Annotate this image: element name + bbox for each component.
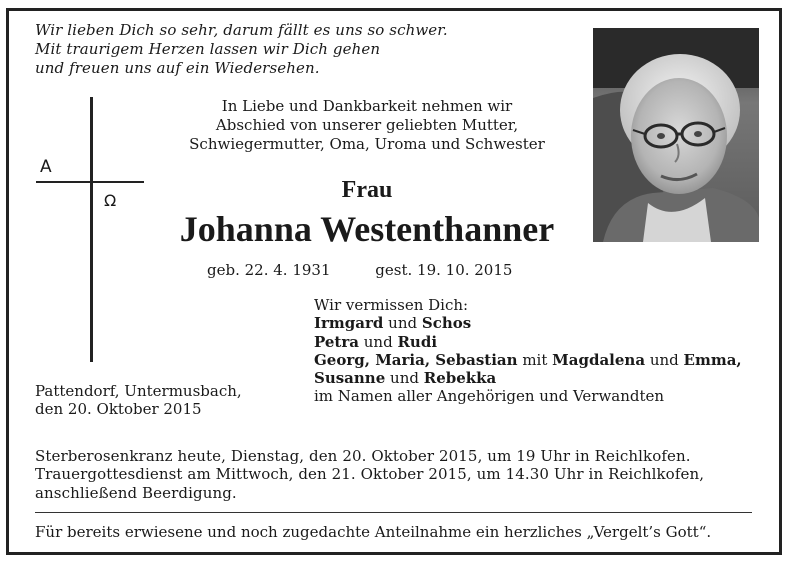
intro-line: In Liebe und Dankbarkeit nehmen wir [221,97,513,115]
service-line: Sterberosenkranz heute, Dienstag, den 20. Oktober 2015, um 19 Uhr in Reichlkofen. [35,447,691,465]
family-line [314,369,742,387]
intro-line: Schwiegermutter, Oma, Uroma und Schwester [189,135,545,153]
mourner-name: Rudi [397,332,438,351]
service-line: anschließend Beerdigung. [35,483,237,502]
omega-symbol: Ω [104,191,117,210]
conjunction: und [645,350,684,369]
mourner-name: Irmgard [314,314,384,333]
cross-vertical-beam [90,97,93,362]
mourner-name: Susanne [314,369,386,388]
poem-line: Wir lieben Dich so sehr, darum fällt es uns so schwer. [35,21,448,39]
family-line [314,314,742,332]
family-line [314,333,742,351]
mourner-name: Georg, Maria, Sebastian [314,350,518,369]
service-details [35,447,704,502]
intro-line: Abschied von unserer geliebten Mutter, [215,116,519,134]
family-mourners [314,296,742,406]
place-date: den 20. Oktober 2015 [35,400,202,419]
mourner-name: Rebekka [423,369,497,388]
deceased-name: Johanna Westenthanner [179,209,555,249]
thanks-note: Für bereits erwiesene und noch zugedachte Anteilnahme ein herzliches „Vergelt’s Gott“. [35,523,712,541]
salutation: Frau [341,177,393,203]
farewell-intro [169,97,565,154]
mourner-name: Emma, [683,350,742,369]
family-closing-line: im Namen aller Angehörigen und Verwandten [314,387,665,406]
conjunction: und [358,332,398,351]
cross-horizontal-beam [36,181,144,183]
family-heading: Wir vermissen Dich: [314,296,469,314]
death-date: gest. 19. 10. 2015 [375,261,513,279]
family-line [314,351,742,369]
conjunction: und [385,369,424,388]
portrait-photo [593,28,759,242]
poem-line: Mit traurigem Herzen lassen wir Dich gehen [35,40,381,58]
conjunction: mit [517,350,553,369]
obituary-notice [6,8,782,555]
place-location: Pattendorf, Untermusbach, [35,382,242,400]
divider [35,512,752,513]
place-and-date [35,382,242,419]
mourner-name: Petra [314,332,359,351]
mourner-name: Schos [421,314,472,333]
conjunction: und [383,314,422,333]
life-dates [207,260,512,280]
memorial-poem [35,21,555,78]
alpha-symbol: A [40,157,52,177]
mourner-name: Magdalena [552,350,646,369]
poem-line: und freuen uns auf ein Wiedersehen. [35,59,320,77]
birth-date: geb. 22. 4. 1931 [207,261,331,279]
portrait-image [593,28,759,242]
service-line: Trauergottesdienst am Mittwoch, den 21. Oktober 2015, um 14.30 Uhr in Reichlkofen, [35,465,705,484]
